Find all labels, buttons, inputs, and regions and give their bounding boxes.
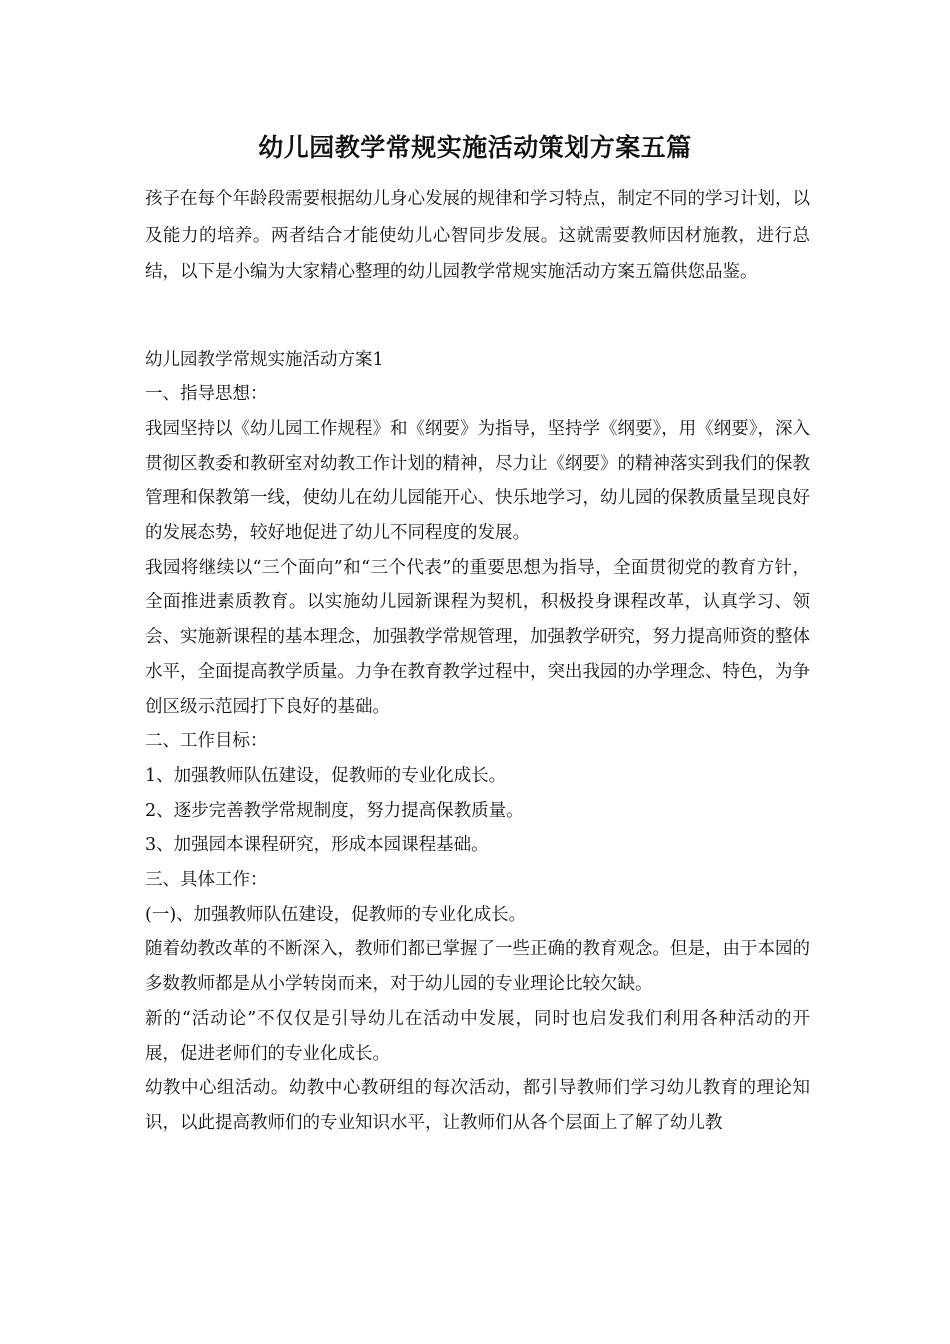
content-section: [145, 343, 810, 1141]
subheading: 一、指导思想：: [145, 384, 268, 405]
document-title: 幼儿园教学常规实施活动策划方案五篇: [258, 133, 692, 162]
body-paragraph: 新的“活动论”不仅仅是引导幼儿在活动中发展，同时也启发我们利用各种活动的开展，促进老师们的专业化成长。: [145, 1008, 810, 1064]
intro-paragraph: 孩子在每个年龄段需要根据幼儿身心发展的规律和学习特点，制定不同的学习计划，以及能力的培养。两者结合才能使幼儿心智同步发展。这就需要教师因材施教，进行总结，以下是小编为大家精心整理的幼儿园教学常规实施活动方案五篇供您品鉴。: [145, 189, 810, 282]
subheading: 三、具体工作：: [145, 870, 268, 891]
document-body: [145, 181, 810, 1141]
section-heading: 幼儿园教学常规实施活动方案1: [145, 349, 384, 370]
body-paragraph: 幼教中心组活动。幼教中心教研组的每次活动，都引导教师们学习幼儿教育的理论知识，以此提高教师们的专业知识水平，让教师们从各个层面上了解了幼儿教: [145, 1078, 810, 1133]
subheading: 二、工作目标：: [145, 731, 268, 752]
list-item: 2、逐步完善教学常规制度，努力提高保教质量。: [145, 800, 524, 821]
body-paragraph: 我园将继续以“三个面向”和“三个代表”的重要思想为指导，全面贯彻党的教育方针，全面推进素质教育。以实施幼儿园新课程为契机，积极投身课程改革，认真学习、领会、实施新课程的基本理念，加强教学常规管理，加强教学研究，努力提高师资的整体水平，全面提高教学质量。力争在教育教学过程中，突出我园的办学理念、特色，为争创区级示范园打下良好的基础。: [145, 557, 810, 717]
body-paragraph: 随着幼教改革的不断深入，教师们都已掌握了一些正确的教育观念。但是，由于本园的多数教师都是从小学转岗而来，对于幼儿园的专业理论比较欠缺。: [145, 939, 810, 995]
section-spacer: [145, 291, 810, 343]
intro-section: [145, 181, 810, 291]
list-item: 3、加强园本课程研究，形成本园课程基础。: [145, 835, 489, 856]
subsection-heading: (一)、加强教师队伍建设，促教师的专业化成长。: [145, 904, 527, 925]
body-paragraph: 我园坚持以《幼儿园工作规程》和《纲要》为指导，坚持学《纲要》，用《纲要》，深入贯彻区教委和教研室对幼教工作计划的精神，尽力让《纲要》的精神落实到我们的保教管理和保教第一线，使幼儿在幼儿园能开心、快乐地学习，幼儿园的保教质量呈现良好的发展态势，较好地促进了幼儿不同程度的发展。: [145, 418, 810, 544]
list-item: 1、加强教师队伍建设，促教师的专业化成长。: [145, 765, 507, 786]
